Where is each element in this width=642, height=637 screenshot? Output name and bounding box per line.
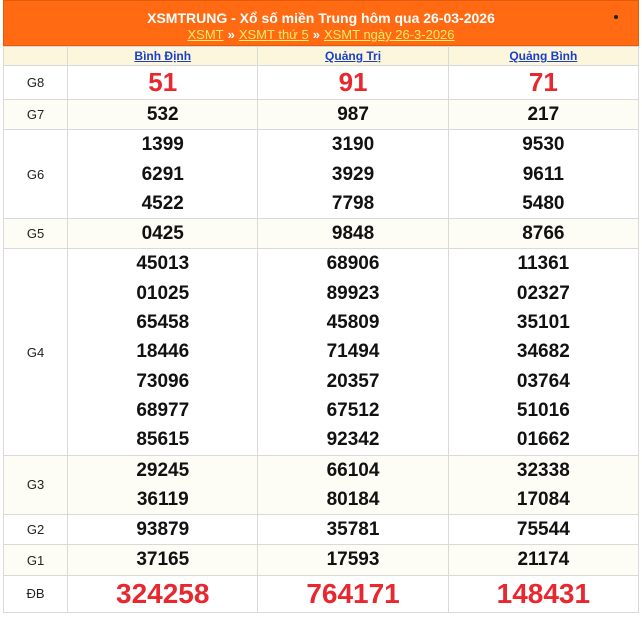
result-number: 01025: [136, 282, 190, 304]
result-number: 68977: [136, 399, 190, 421]
result-cell: [258, 545, 448, 575]
result-cell: [448, 66, 638, 100]
result-number: 73096: [136, 370, 190, 392]
prize-row-g6: [4, 130, 639, 219]
result-cell: [448, 515, 638, 545]
province-header: [448, 47, 638, 66]
breadcrumb-xsmt-thu5-link[interactable]: XSMT thứ 5: [238, 27, 309, 42]
result-number: 36119: [136, 488, 189, 510]
result-number: 20357: [326, 370, 380, 392]
result-cell: [448, 249, 638, 455]
result-number: 85615: [136, 429, 190, 451]
result-number: 03764: [516, 370, 570, 392]
header-blank-cell: [4, 47, 68, 66]
result-cell: [68, 219, 258, 249]
prize-row-g1: [4, 545, 639, 575]
results-header: [3, 0, 639, 46]
result-number: 21174: [517, 549, 570, 571]
prize-label: G1: [4, 545, 68, 575]
prize-row-g3: [4, 455, 639, 515]
prize-label: G3: [4, 455, 68, 515]
result-number: 51: [148, 67, 178, 97]
result-number: 324258: [116, 577, 210, 609]
result-cell: [258, 100, 448, 130]
page-title: XSMTRUNG - Xổ số miền Trung hôm qua 26-03-2026: [147, 10, 495, 26]
result-number: 3190: [331, 134, 375, 156]
result-cell: [448, 575, 638, 612]
result-number: 65458: [136, 312, 190, 334]
result-number: 89923: [326, 282, 380, 304]
result-number: 32338: [516, 459, 570, 481]
result-number: 11361: [517, 253, 570, 275]
result-number: 3929: [331, 163, 375, 185]
result-number: 80184: [326, 488, 380, 510]
result-number: 9530: [522, 134, 565, 156]
result-cell: [448, 545, 638, 575]
result-number: 35781: [326, 519, 380, 541]
result-cell: [68, 130, 258, 219]
result-cell: [258, 219, 448, 249]
result-number: 37165: [136, 549, 190, 571]
province-header-row: [4, 47, 639, 66]
prize-label: ĐB: [4, 575, 68, 612]
result-number: 8766: [522, 223, 565, 245]
result-number: 9611: [522, 163, 564, 185]
result-cell: [258, 249, 448, 455]
results-table: [3, 46, 639, 613]
result-cell: [448, 100, 638, 130]
prize-row-g5: [4, 219, 639, 249]
results-panel: [3, 0, 639, 613]
dot-icon: [614, 15, 618, 19]
breadcrumb-xsmt-date-link[interactable]: XSMT ngày 26-3-2026: [323, 27, 455, 42]
prize-row-g2: [4, 515, 639, 545]
result-number: 532: [146, 104, 179, 125]
result-cell: [68, 545, 258, 575]
province-link-quang-tri[interactable]: Quảng Trị: [325, 49, 382, 63]
result-number: 71: [528, 67, 558, 97]
result-number: 45013: [136, 253, 190, 275]
result-number: 1399: [141, 134, 184, 156]
prize-label: G8: [4, 66, 68, 100]
result-number: 0425: [141, 223, 184, 245]
result-number: 17084: [516, 488, 570, 510]
breadcrumb: [4, 27, 638, 43]
result-cell: [448, 219, 638, 249]
result-number: 764171: [306, 577, 400, 609]
result-cell: [258, 130, 448, 219]
prize-label: G5: [4, 219, 68, 249]
result-number: 6291: [141, 163, 184, 185]
result-number: 148431: [496, 577, 591, 609]
prize-label: G6: [4, 130, 68, 219]
result-number: 67512: [326, 399, 380, 421]
prize-body: [4, 66, 639, 613]
result-number: 217: [527, 104, 560, 125]
result-cell: [448, 455, 638, 515]
result-number: 4522: [141, 192, 184, 214]
result-number: 02327: [516, 282, 570, 304]
prize-row-g4: [4, 249, 639, 455]
result-number: 75544: [516, 519, 570, 541]
result-number: 17593: [326, 549, 380, 571]
result-cell: [258, 455, 448, 515]
result-number: 5480: [522, 192, 565, 214]
result-cell: [448, 130, 638, 219]
result-number: 91: [338, 67, 368, 97]
breadcrumb-separator: »: [312, 27, 320, 42]
result-number: 66104: [326, 459, 380, 481]
result-cell: [68, 575, 258, 612]
prize-row-g7: [4, 100, 639, 130]
result-number: 29245: [136, 459, 190, 481]
result-cell: [68, 455, 258, 515]
breadcrumb-xsmt-link[interactable]: XSMT: [187, 27, 224, 42]
result-number: 51016: [516, 399, 570, 421]
result-cell: [258, 515, 448, 545]
result-cell: [68, 249, 258, 455]
result-number: 93879: [136, 519, 190, 541]
result-cell: [258, 66, 448, 100]
result-number: 35101: [516, 312, 570, 334]
result-number: 68906: [326, 253, 380, 275]
result-number: 34682: [516, 341, 570, 363]
result-number: 71494: [326, 341, 380, 363]
result-number: 01662: [516, 429, 570, 451]
result-number: 18446: [136, 341, 190, 363]
result-number: 45809: [326, 312, 380, 334]
province-link-quang-binh[interactable]: Quảng Bình: [509, 49, 578, 63]
prize-row-db: [4, 575, 639, 612]
result-number: 7798: [331, 192, 375, 214]
prize-label: G4: [4, 249, 68, 455]
result-number: 92342: [326, 429, 380, 451]
result-cell: [68, 100, 258, 130]
province-header: [68, 47, 258, 66]
prize-label: G7: [4, 100, 68, 130]
prize-row-g8: [4, 66, 639, 100]
result-cell: [68, 66, 258, 100]
prize-label: G2: [4, 515, 68, 545]
result-cell: [258, 575, 448, 612]
result-number: 987: [337, 104, 369, 125]
result-cell: [68, 515, 258, 545]
province-link-binh-dinh[interactable]: Bình Định: [134, 49, 192, 63]
breadcrumb-separator: »: [227, 27, 235, 42]
result-number: 9848: [331, 223, 375, 245]
province-header: [258, 47, 448, 66]
